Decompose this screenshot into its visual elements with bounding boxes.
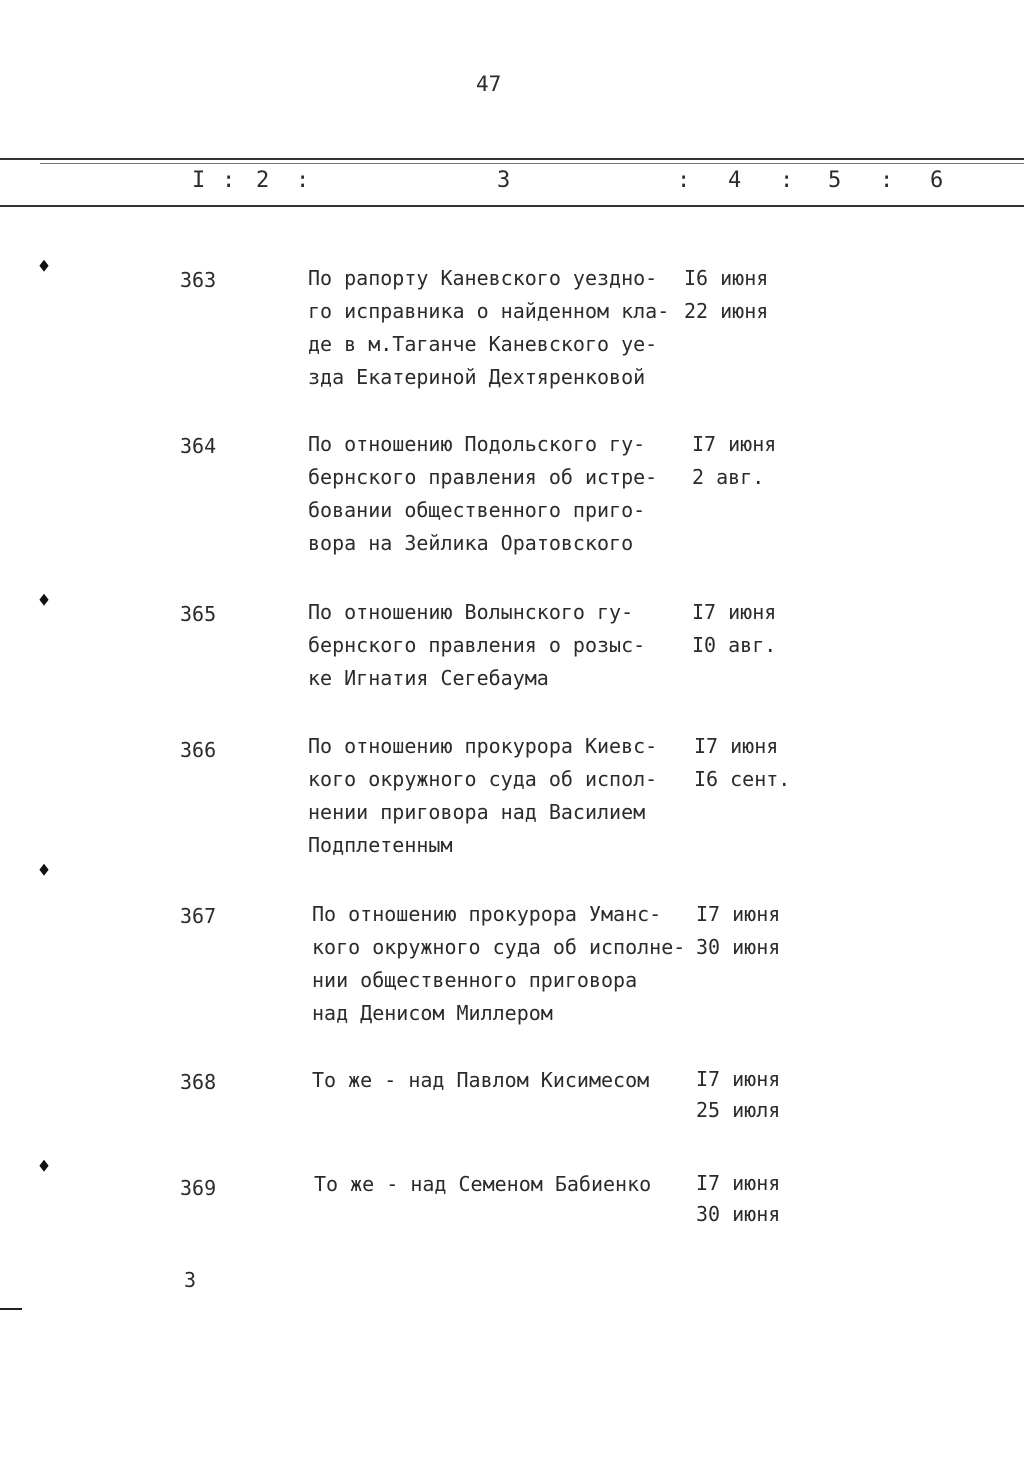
- date-start: I7 июня: [692, 432, 777, 456]
- binding-hole-mark: ♦: [38, 254, 51, 278]
- column-header-5: 5: [828, 168, 842, 193]
- header-bottom-rule: [0, 205, 1024, 207]
- description-line: бернского правления о розыс-: [308, 633, 646, 657]
- binding-hole-mark: ♦: [38, 1154, 51, 1178]
- entry-description: [308, 730, 688, 862]
- column-separator: :: [880, 168, 894, 193]
- date-start: I6 июня: [684, 266, 769, 290]
- entry-number: 365: [180, 602, 217, 626]
- binding-hole-mark: ♦: [38, 858, 51, 882]
- description-line: нении приговора над Василием: [308, 800, 646, 824]
- entry-dates: [692, 428, 776, 494]
- entry-description: [308, 596, 688, 695]
- description-line: зда Екатериной Дехтяренковой: [308, 365, 646, 389]
- entry-description: [308, 428, 688, 560]
- column-separator: :: [677, 168, 691, 193]
- description-line: По рапорту Каневского уездно-: [308, 266, 658, 290]
- description-line: То же - над Павлом Кисимесом: [312, 1068, 650, 1092]
- description-line: По отношению Волынского гу-: [308, 600, 634, 624]
- entry-description: [312, 898, 692, 1030]
- date-start: I7 июня: [694, 734, 779, 758]
- date-start: I7 июня: [696, 902, 781, 926]
- margin-dash: [0, 1308, 22, 1310]
- date-end: 30 июня: [696, 935, 781, 959]
- column-header-1: I: [192, 168, 206, 193]
- entry-number: 363: [180, 268, 217, 292]
- date-end: I0 авг.: [692, 633, 777, 657]
- entry-number: 368: [180, 1070, 217, 1094]
- description-line: нии общественного приговора: [312, 968, 638, 992]
- date-start: I7 июня: [692, 600, 777, 624]
- entry-number: 364: [180, 434, 217, 458]
- date-start: I7 июня: [696, 1067, 781, 1091]
- description-line: го исправника о найденном кла-: [308, 299, 670, 323]
- entry-description: [308, 262, 688, 394]
- entry-description: [312, 1064, 692, 1097]
- entry-dates: [696, 1064, 780, 1126]
- description-line: кого окружного суда об исполне-: [312, 935, 686, 959]
- header-top-rule: [0, 158, 1024, 160]
- description-line: бовании общественного приго-: [308, 498, 646, 522]
- entry-dates: [694, 730, 790, 796]
- description-line: ке Игнатия Сегебаума: [308, 666, 549, 690]
- entry-dates: [696, 898, 780, 964]
- entry-number: 367: [180, 904, 217, 928]
- entry-number: 366: [180, 738, 217, 762]
- entry-number: 369: [180, 1176, 217, 1200]
- column-header-2: 2: [256, 168, 270, 193]
- description-line: бернского правления об истре-: [308, 465, 658, 489]
- column-header-4: 4: [728, 168, 742, 193]
- column-separator: :: [780, 168, 794, 193]
- description-line: Подплетенным: [308, 833, 453, 857]
- description-line: По отношению прокурора Киевс-: [308, 734, 658, 758]
- description-line: То же - над Семеном Бабиенко: [314, 1172, 652, 1196]
- binding-hole-mark: ♦: [38, 588, 51, 612]
- column-header-6: 6: [930, 168, 944, 193]
- entry-dates: [692, 596, 776, 662]
- description-line: вора на Зейлика Оратовского: [308, 531, 634, 555]
- date-end: 2 авг.: [692, 465, 765, 489]
- date-end: 25 июля: [696, 1098, 781, 1122]
- handwritten-mark: 3: [184, 1268, 197, 1292]
- entry-dates: [696, 1168, 780, 1230]
- header-top-rule-inner: [40, 163, 1024, 164]
- date-end: 22 июня: [684, 299, 769, 323]
- description-line: По отношению прокурора Уманс-: [312, 902, 662, 926]
- date-start: I7 июня: [696, 1171, 781, 1195]
- description-line: над Денисом Миллером: [312, 1001, 553, 1025]
- page-number: 47: [476, 72, 502, 96]
- column-separator: :: [296, 168, 310, 193]
- date-end: I6 сент.: [694, 767, 791, 791]
- entry-dates: [684, 262, 768, 328]
- column-header-3: 3: [497, 168, 511, 193]
- entry-description: [314, 1168, 694, 1201]
- description-line: По отношению Подольского гу-: [308, 432, 646, 456]
- description-line: кого окружного суда об испол-: [308, 767, 658, 791]
- column-separator: :: [222, 168, 236, 193]
- date-end: 30 июня: [696, 1202, 781, 1226]
- description-line: де в м.Таганче Каневского уе-: [308, 332, 658, 356]
